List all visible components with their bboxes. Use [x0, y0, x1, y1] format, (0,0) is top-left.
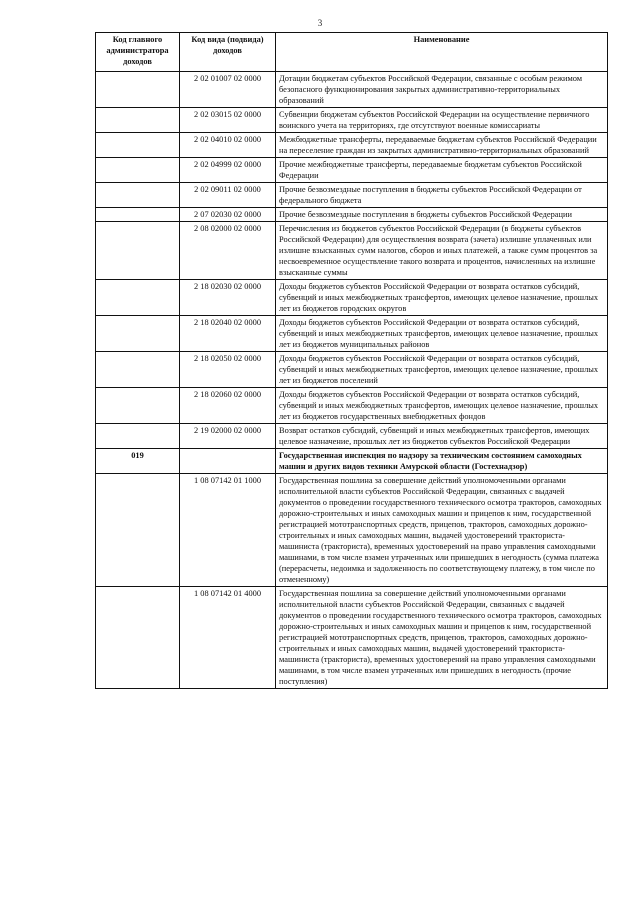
admin-code-cell — [96, 280, 180, 316]
income-code-cell: 2 08 02000 02 0000 — [180, 222, 276, 280]
table-row — [96, 587, 608, 689]
name-cell: Возврат остатков субсидий, субвенций и иных межбюджетных трансфертов, имеющих целевое назначение, прошлых лет из бюджетов субъектов Российской Федерации — [276, 424, 608, 449]
income-code-cell: 1 08 07142 01 4000 — [180, 587, 276, 689]
income-code-cell — [180, 449, 276, 474]
income-code-cell: 2 02 01007 02 0000 — [180, 72, 276, 108]
table-header-row — [96, 33, 608, 72]
admin-code-cell — [96, 133, 180, 158]
admin-code-cell — [96, 183, 180, 208]
income-code-cell: 2 02 09011 02 0000 — [180, 183, 276, 208]
table-row — [96, 158, 608, 183]
name-cell: Доходы бюджетов субъектов Российской Федерации от возврата остатков субсидий, субвенций и иных межбюджетных трансфертов, имеющих целевое назначение, прошлых лет из бюджетов государственных внебюджетных фондов — [276, 388, 608, 424]
table-row — [96, 424, 608, 449]
admin-code-cell — [96, 158, 180, 183]
admin-code-cell — [96, 352, 180, 388]
income-code-cell: 2 02 04999 02 0000 — [180, 158, 276, 183]
name-cell: Доходы бюджетов субъектов Российской Федерации от возврата остатков субсидий, субвенций и иных межбюджетных трансфертов, имеющих целевое назначение, прошлых лет из бюджетов городских округов — [276, 280, 608, 316]
income-code-cell: 2 18 02030 02 0000 — [180, 280, 276, 316]
table-row — [96, 474, 608, 587]
income-code-cell: 2 19 02000 02 0000 — [180, 424, 276, 449]
income-code-cell: 1 08 07142 01 1000 — [180, 474, 276, 587]
income-code-cell: 2 07 02030 02 0000 — [180, 208, 276, 222]
table-row — [96, 72, 608, 108]
income-code-cell: 2 18 02050 02 0000 — [180, 352, 276, 388]
table-row — [96, 352, 608, 388]
name-cell: Межбюджетные трансферты, передаваемые бюджетам субъектов Российской Федерации на переселение граждан из закрытых административно-территориальных образований — [276, 133, 608, 158]
admin-code-header: Код главного администратора доходов — [96, 33, 180, 72]
admin-code-cell: 019 — [96, 449, 180, 474]
income-code-cell: 2 02 04010 02 0000 — [180, 133, 276, 158]
administrator-row — [96, 449, 608, 474]
table-row — [96, 388, 608, 424]
name-cell: Государственная пошлина за совершение действий уполномоченными органами исполнительной власти субъектов Российской Федерации, связанных с выдачей документов о проведении государственного технического осмотра тракторов, самоходных дорожно-строительных и иных самоходных машин и прицепов к ним, государственной регистрацией мототранспортных средств, прицепов, тракторов, самоходных дорожно-строительных и иных самоходных машин, выдачей удостоверений тракториста-машиниста (тракториста), временных удостоверений на право управления самоходными машинами, в том числе взамен утраченных или пришедших в негодность (прочие поступления) — [276, 587, 608, 689]
name-cell: Дотации бюджетам субъектов Российской Федерации, связанные с особым режимом безопасного функционирования закрытых административно-территориальных образований — [276, 72, 608, 108]
table-row — [96, 183, 608, 208]
name-cell: Государственная инспекция по надзору за техническим состоянием самоходных машин и других видов техники Амурской области (Гостехнадзор) — [276, 449, 608, 474]
name-cell: Перечисления из бюджетов субъектов Российской Федерации (в бюджеты субъектов Российской Федерации) для осуществления возврата (зачета) излишне уплаченных или излишне взысканных сумм налогов, сборов и иных платежей, а также сумм процентов за несвоевременное осуществление такого возврата и процентов, начисленных на излишне взысканные суммы — [276, 222, 608, 280]
name-cell: Доходы бюджетов субъектов Российской Федерации от возврата остатков субсидий, субвенций и иных межбюджетных трансфертов, имеющих целевое назначение, прошлых лет из бюджетов поселений — [276, 352, 608, 388]
table-row — [96, 133, 608, 158]
table-body — [96, 72, 608, 689]
admin-code-cell — [96, 108, 180, 133]
admin-code-cell — [96, 424, 180, 449]
table-row — [96, 208, 608, 222]
income-code-header: Код вида (подвида) доходов — [180, 33, 276, 72]
admin-code-cell — [96, 208, 180, 222]
admin-code-cell — [96, 474, 180, 587]
admin-code-cell — [96, 388, 180, 424]
income-code-cell: 2 02 03015 02 0000 — [180, 108, 276, 133]
admin-code-cell — [96, 587, 180, 689]
page-number: 3 — [317, 18, 323, 28]
admin-code-cell — [96, 72, 180, 108]
table-row — [96, 280, 608, 316]
income-code-cell: 2 18 02040 02 0000 — [180, 316, 276, 352]
name-cell: Субвенции бюджетам субъектов Российской Федерации на осуществление первичного воинского учета на территориях, где отсутствуют военные комиссариаты — [276, 108, 608, 133]
admin-code-cell — [96, 316, 180, 352]
name-cell: Государственная пошлина за совершение действий уполномоченными органами исполнительной власти субъектов Российской Федерации, связанных с выдачей документов о проведении государственного технического осмотра тракторов, самоходных дорожно-строительных и иных самоходных машин и прицепов к ним, государственной регистрацией мототранспортных средств, прицепов, тракторов, самоходных дорожно-строительных и иных самоходных машин, выдачей удостоверений тракториста-машиниста (тракториста), временных удостоверений на право управления самоходными машинами, в том числе взамен утраченных или пришедших в негодность (сумма платежа (перерасчеты, недоимка и задолженность по соответствующему платежу, в том числе по отмененному) — [276, 474, 608, 587]
table-row — [96, 108, 608, 133]
table-row — [96, 316, 608, 352]
income-code-cell: 2 18 02060 02 0000 — [180, 388, 276, 424]
income-codes-table — [95, 32, 608, 689]
name-header: Наименование — [276, 33, 608, 72]
name-cell: Прочие межбюджетные трансферты, передаваемые бюджетам субъектов Российской Федерации — [276, 158, 608, 183]
name-cell: Прочие безвозмездные поступления в бюджеты субъектов Российской Федерации — [276, 208, 608, 222]
name-cell: Прочие безвозмездные поступления в бюджеты субъектов Российской Федерации от федерального бюджета — [276, 183, 608, 208]
admin-code-cell — [96, 222, 180, 280]
table-row — [96, 222, 608, 280]
name-cell: Доходы бюджетов субъектов Российской Федерации от возврата остатков субсидий, субвенций и иных межбюджетных трансфертов, имеющих целевое назначение, прошлых лет из бюджетов муниципальных районов — [276, 316, 608, 352]
